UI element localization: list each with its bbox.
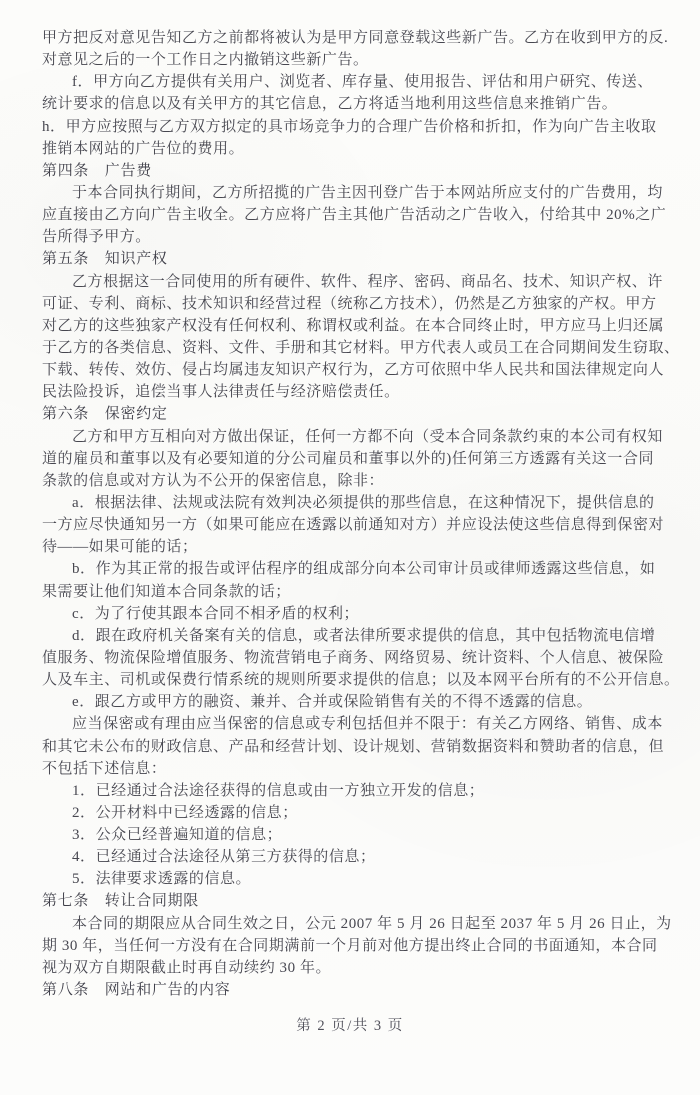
text-line: d．跟在政府机关备案有关的信息，或者法律所要求提供的信息，其中包括物流电信增 [72,627,656,644]
text-line: 3．公众已经普遍知道的信息； [72,827,283,844]
text-line: 不包括下述信息： [42,760,167,777]
text-line: e．跟乙方或甲方的融资、兼并、合并或保险销售有关的不得不透露的信息。 [72,694,593,711]
text-line: 告所得予甲方。 [42,229,151,246]
text-line: 值服务、物流保险增值服务、物流营销电子商务、网络贸易、统计资料、个人信息、被保险 [42,649,665,666]
text-line: 统计要求的信息以及有关甲方的其它信息，乙方将适当地利用这些信息来推销广告。 [42,96,618,113]
text-line: a．根据法律、法规或法院有效判决必须提供的那些信息，在这种情况下，提供信息的 [72,494,655,511]
text-line: c．为了行使其跟本合同不相矛盾的权利； [72,605,360,622]
section-heading: 第六条 保密约定 [42,406,168,423]
text-line: 和其它未公布的财政信息、产品和经营计划、设计规划、营销数据资料和赞助者的信息，但 [42,738,665,755]
section-heading: 第七条 转让合同期限 [42,893,200,910]
text-line: 应直接由乙方向广告主收全。乙方应将广告主其他广告活动之广告收入，付给其中 20%之广 [42,207,667,224]
text-line: 道的雇员和董事以及有必要知道的分公司雇员和董事以外的)任何第三方透露有关这一合同 [42,450,654,467]
text-line: 对意见之后的一个工作日之内撤销这些新广告。 [42,52,369,69]
text-line: 推销本网站的广告位的费用。 [42,140,245,157]
text-line: f．甲方向乙方提供有关用户、浏览者、库存量、使用报告、评估和用户研究、传送、 [72,74,653,91]
text-line: 乙方和甲方互相向对方做出保证，任何一方都不向（受本合同条款约束的本公司有权知 [72,428,663,445]
text-line: 人及车主、司机或保费行情系统的规则所要求提供的信息；以及本网平台所有的不公开信息。 [42,672,680,689]
text-line: 期 30 年，当任何一方没有在合同期满前一个月前对他方提出终止合同的书面通知，本合同 [42,937,658,954]
text-line: 2．公开材料中已经透露的信息； [72,804,298,821]
text-line: 果需要让他们知道本合同条款的话； [42,583,291,600]
text-line: 下载、转传、效仿、侵占均属违友知识产权行为，乙方可依照中华人民共和国法律规定向人 [42,362,665,379]
page-number-footer: 第 2 页/共 3 页 [296,1018,404,1034]
text-line: 1．已经通过合法途径获得的信息或由一方独立开发的信息； [72,782,485,799]
document-body [42,27,680,1001]
text-line: 视为双方自期限截止时再自动续约 30 年。 [42,959,332,976]
text-line: 4．已经通过合法途径从第三方获得的信息； [72,849,376,866]
section-heading: 第八条 网站和广告的内容 [42,982,231,999]
section-heading: 第五条 知识产权 [42,251,168,268]
text-line: 于本合同执行期间，乙方所招揽的广告主因刊登广告于本网站所应支付的广告费用，均 [72,184,663,201]
text-line: 5．法律要求透露的信息。 [72,871,252,888]
text-line: b．作为其正常的报告或评估程序的组成部分向本公司审计员或律师透露这些信息，如 [72,561,656,578]
text-line: 应当保密或有理由应当保密的信息或专利包括但并不限于：有关乙方网络、销售、成本 [72,716,663,733]
text-line: 待——如果可能的话； [42,539,198,556]
text-line: 对乙方的这些独家产权没有任何权利、称谓权或利益。在本合同终止时，甲方应马上归还属 [42,317,665,334]
text-line: 乙方根据这一合同使用的所有硬件、软件、程序、密码、商品名、技术、知识产权、许 [72,273,663,290]
text-line: 本合同的期限应从合同生效之日，公元 2007 年 5 月 26 日起至 2037 年 5 月 26 日止，为 [72,915,672,932]
text-line: 条款的信息或对方认为不公开的保密信息，除非： [42,472,385,489]
text-line: 甲方把反对意见告知乙方之前都将被认为是甲方同意登载这些新广告。乙方在收到甲方的反. [42,30,669,46]
text-line: 于乙方的各类信息、资料、文件、手册和其它材料。甲方代表人或员工在合同期间发生窃取、 [42,339,680,356]
section-heading: 第四条 广告费 [42,162,152,179]
text-line: h．甲方应按照与乙方双方拟定的具市场竞争力的合理广告价格和折扣，作为向广告主收取 [42,118,657,135]
text-line: 民法险投诉，追偿当事人法律责任与经济赔偿责任。 [42,384,400,401]
text-line: 一方应尽快通知另一方（如果可能应在透露以前通知对方）并应设法使这些信息得到保密对 [42,517,665,534]
text-line: 可证、专利、商标、技术知识和经营过程（统称乙方技术），仍然是乙方独家的产权。甲方 [42,295,657,312]
